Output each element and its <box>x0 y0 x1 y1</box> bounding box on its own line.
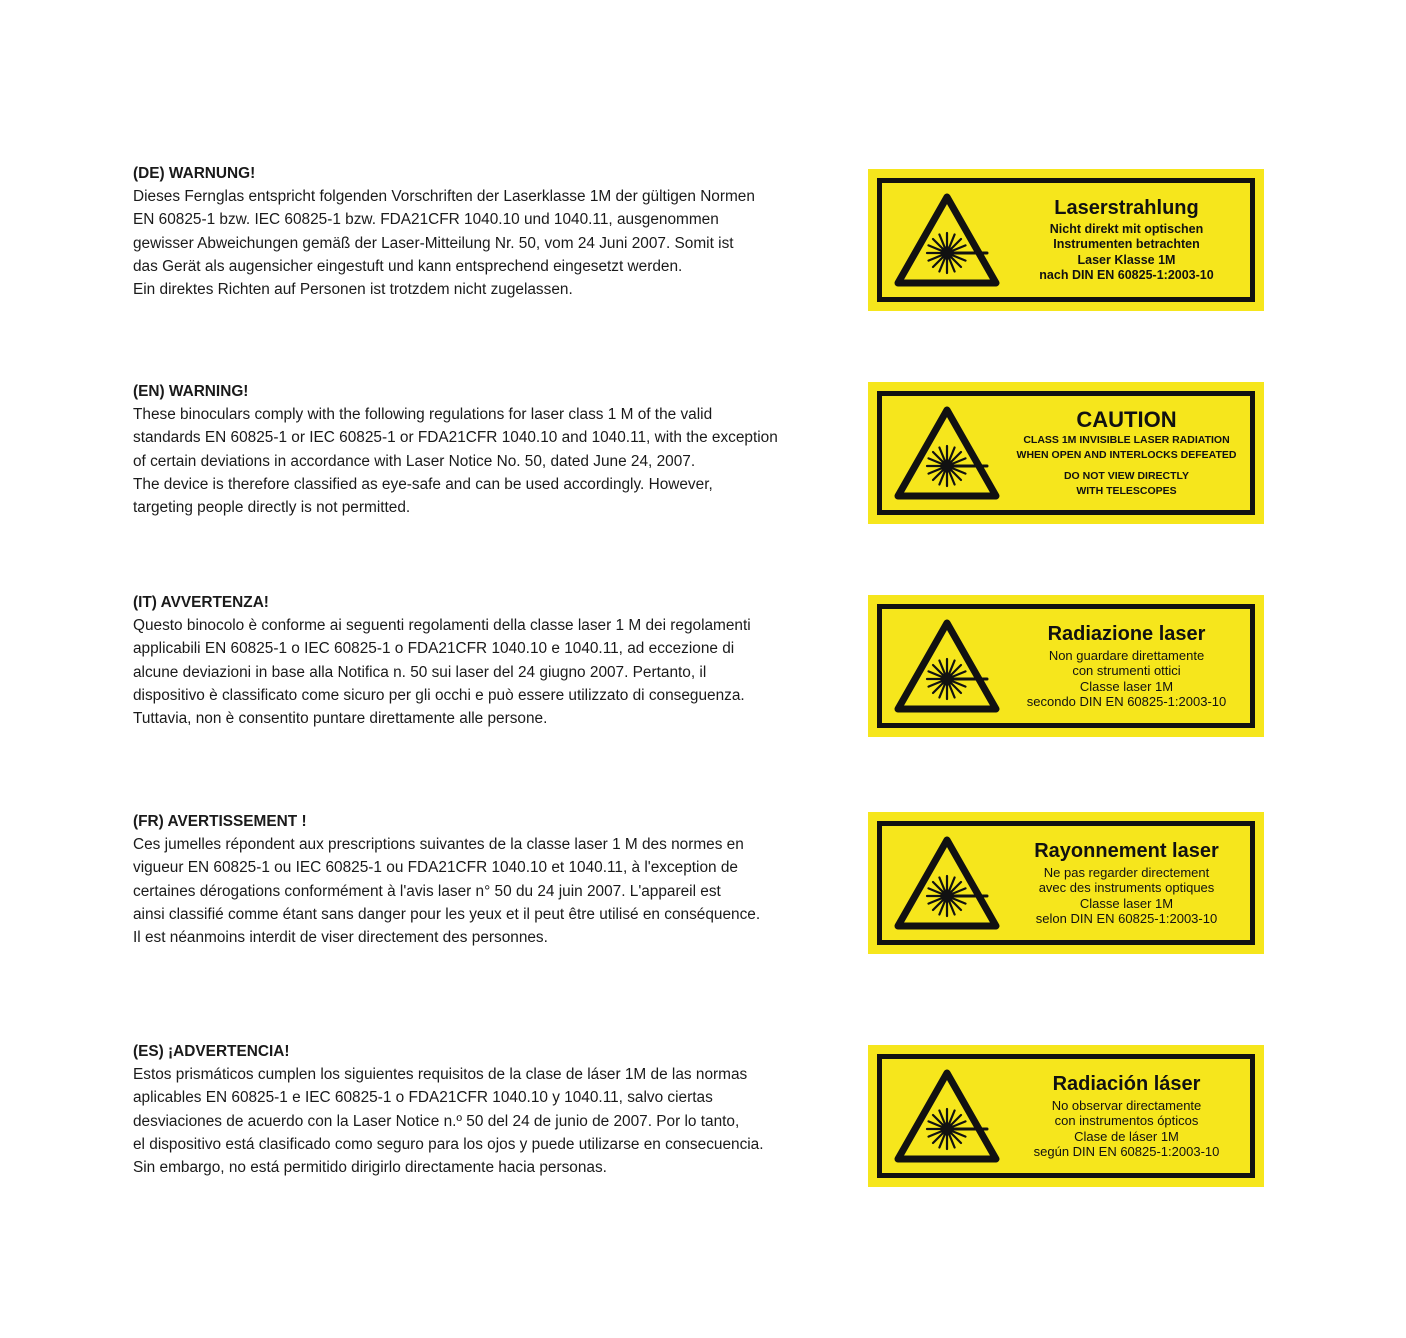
label-line: WHEN OPEN AND INTERLOCKS DEFEATED <box>1016 448 1237 461</box>
label-title: Radiación láser <box>1052 1072 1201 1095</box>
label-line: Laser Klasse 1M <box>1077 252 1176 267</box>
label-title: Laserstrahlung <box>1054 196 1199 219</box>
label-line: con strumenti ottici <box>1072 663 1181 678</box>
label-line: WITH TELESCOPES <box>1076 484 1177 497</box>
label-line: según DIN EN 60825-1:2003-10 <box>1033 1144 1220 1159</box>
label-text <box>1003 609 1250 723</box>
warning-line: Estos prismáticos cumplen los siguientes requisitos de la clase de láser 1M de las normas <box>133 1066 748 1084</box>
warning-line: alcune deviazioni in base alla Notifica n. 50 sui laser del 24 giugno 2007. Pertanto, il <box>133 663 707 681</box>
warning-line: These binoculars comply with the following regulations for laser class 1 M of the valid <box>133 406 713 424</box>
laser-label-fr <box>868 812 1264 954</box>
laser-label-it <box>868 595 1264 737</box>
warning-text-fr <box>133 810 858 949</box>
laser-label-de <box>868 169 1264 311</box>
warning-line: Ein direktes Richten auf Personen ist trotzdem nicht zugelassen. <box>133 281 573 299</box>
warning-line: gewisser Abweichungen gemäß der Laser-Mitteilung Nr. 50, vom 24 Juni 2007. Somit ist <box>133 234 734 252</box>
warning-line: Tuttavia, non è consentito puntare direttamente alle persone. <box>133 710 548 728</box>
label-line: Instrumenten betrachten <box>1053 237 1200 251</box>
warning-heading-it: (IT) AVVERTENZA! <box>133 594 269 611</box>
label-title: CAUTION <box>1076 406 1177 432</box>
warning-heading-es: (ES) ¡ADVERTENCIA! <box>133 1043 290 1060</box>
warning-line: certaines dérogations conformément à l'avis laser n° 50 du 24 juin 2007. L'appareil est <box>133 882 721 900</box>
label-text <box>1003 396 1250 510</box>
warning-line: ainsi classifié comme étant sans danger pour les yeux et il peut être utilisé en conséquence. <box>133 905 761 923</box>
laser-warning-triangle-icon <box>892 834 1002 932</box>
warning-text-de <box>133 162 858 301</box>
label-line: Non guardare direttamente <box>1048 647 1205 663</box>
label-line: DO NOT VIEW DIRECTLY <box>1063 469 1190 482</box>
warning-line: Sin embargo, no está permitido dirigirlo directamente hacia personas. <box>133 1159 607 1177</box>
laser-warning-triangle-icon <box>892 1067 1002 1165</box>
warning-line: of certain deviations in accordance with Laser Notice No. 50, dated June 24, 2007. <box>133 452 696 470</box>
laser-warning-triangle-icon <box>892 191 1002 289</box>
warning-line: aplicables EN 60825-1 e IEC 60825-1 o FDA21CFR 1040.10 y 1040.11, salvo ciertas <box>133 1089 713 1107</box>
warning-text-es <box>133 1040 858 1179</box>
warning-line: das Gerät als augensicher eingestuft und kann entsprechend eingesetzt werden. <box>133 257 683 275</box>
label-line: Nicht direkt mit optischen <box>1049 221 1204 236</box>
warning-line: EN 60825-1 bzw. IEC 60825-1 bzw. FDA21CFR 1040.10 und 1040.11, ausgenommen <box>133 211 719 229</box>
label-title: Radiazione laser <box>1047 622 1206 645</box>
label-text <box>1003 826 1250 940</box>
warning-line: Questo binocolo è conforme ai seguenti regolamenti della classe laser 1 M dei regolamenti <box>133 617 751 635</box>
warning-line: standards EN 60825-1 or IEC 60825-1 or FDA21CFR 1040.10 and 1040.11, with the exception <box>133 429 778 447</box>
label-line: Classe laser 1M <box>1079 895 1174 911</box>
warning-line: desviaciones de acuerdo con la Laser Notice n.º 50 del 24 de junio de 2007. Por lo tanto, <box>133 1112 740 1130</box>
label-text <box>1003 183 1250 297</box>
laser-label-es <box>868 1045 1264 1187</box>
label-line: selon DIN EN 60825-1:2003-10 <box>1035 911 1218 926</box>
warning-line: applicabili EN 60825-1 o IEC 60825-1 o FDA21CFR 1040.10 e 1040.11, ad eccezione di <box>133 640 735 658</box>
warning-line: el dispositivo está clasificado como seguro para los ojos y puede utilizarse en consecuencia. <box>133 1135 764 1153</box>
laser-warning-triangle-icon <box>892 617 1002 715</box>
label-line: Clase de láser 1M <box>1074 1128 1179 1144</box>
warning-line: The device is therefore classified as eye-safe and can be used accordingly. However, <box>133 475 713 493</box>
label-line: avec des instruments optiques <box>1038 880 1215 895</box>
warning-line: dispositivo è classificato come sicuro per gli occhi e può essere utilizzato di conseguenza. <box>133 686 745 704</box>
warning-heading-en: (EN) WARNING! <box>133 383 249 400</box>
warning-heading-fr: (FR) AVERTISSEMENT ! <box>133 813 307 830</box>
warning-text-it <box>133 591 858 730</box>
label-text <box>1003 1059 1250 1173</box>
label-line: CLASS 1M INVISIBLE LASER RADIATION <box>1023 433 1230 446</box>
warning-line: vigueur EN 60825-1 ou IEC 60825-1 ou FDA21CFR 1040.10 et 1040.11, à l'exception de <box>133 859 738 877</box>
laser-warning-triangle-icon <box>892 404 1002 502</box>
label-line: No observar directamente <box>1051 1097 1202 1113</box>
warning-line: Ces jumelles répondent aux prescriptions suivantes de la classe laser 1 M des normes en <box>133 836 744 854</box>
warning-line: Il est néanmoins interdit de viser directement des personnes. <box>133 929 548 947</box>
laser-label-en <box>868 382 1264 524</box>
label-line: Ne pas regarder directement <box>1043 864 1210 880</box>
label-line: nach DIN EN 60825-1:2003-10 <box>1039 268 1214 282</box>
label-title: Rayonnement laser <box>1034 839 1219 862</box>
warning-text-en <box>133 380 858 519</box>
warning-heading-de: (DE) WARNUNG! <box>133 165 256 182</box>
label-line: secondo DIN EN 60825-1:2003-10 <box>1026 694 1227 709</box>
label-line: con instrumentos ópticos <box>1054 1113 1199 1128</box>
warning-line: Dieses Fernglas entspricht folgenden Vorschriften der Laserklasse 1M der gültigen Normen <box>133 188 755 206</box>
warning-line: targeting people directly is not permitted. <box>133 499 411 517</box>
label-line: Classe laser 1M <box>1079 678 1174 694</box>
